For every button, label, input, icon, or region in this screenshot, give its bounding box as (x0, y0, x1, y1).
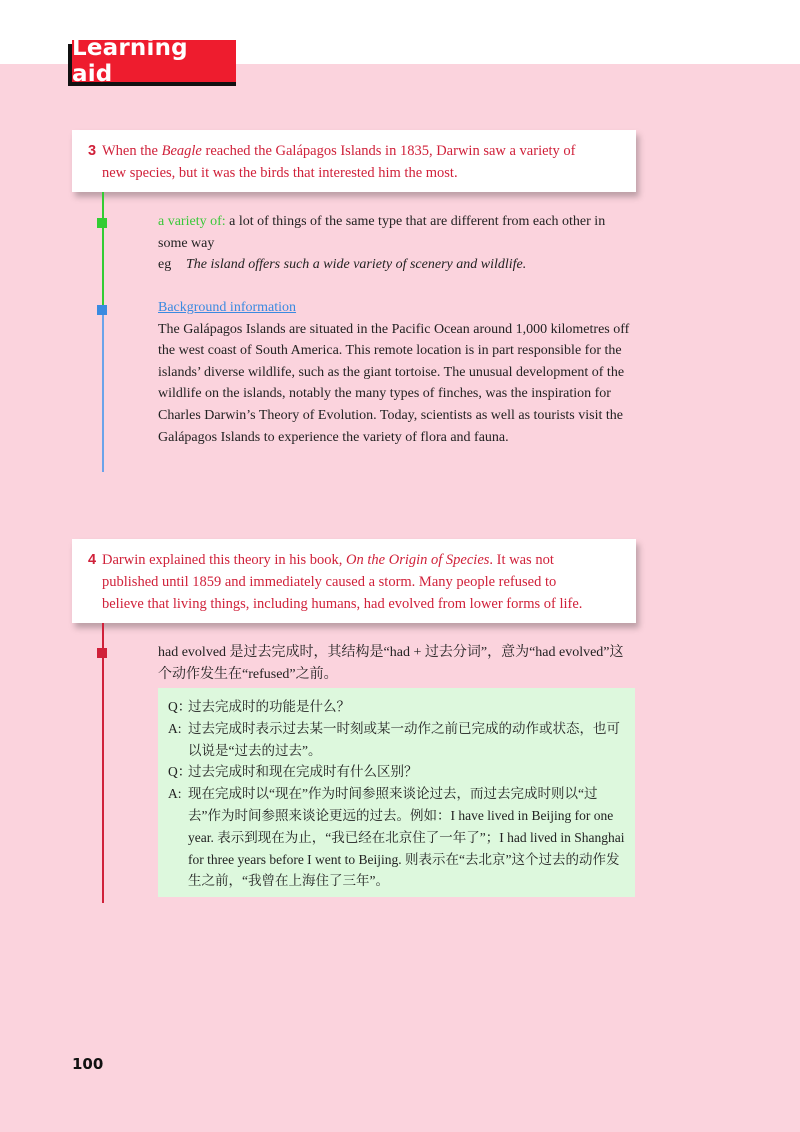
question-number: 4 (88, 552, 97, 568)
red-connector-line (102, 623, 104, 903)
question-box-4 (72, 539, 636, 623)
blue-marker (97, 305, 107, 315)
background-heading: Background information (158, 300, 297, 315)
question-line-1: Darwin explained this theory in his book, On the Origin of Species. It was not (102, 552, 554, 568)
qa-item: Q： 过去完成时的功能是什么？ (168, 699, 350, 714)
qa-item: Q： 过去完成时和现在完成时有什么区别？ (168, 764, 418, 780)
vocabulary-note (158, 211, 638, 276)
question-line-2: new species, but it was the birds that interested him the most. (102, 165, 458, 181)
qa-item: A: 过去完成时表示过去某一时刻或某一动作之前已完成的动作或状态，也可以说是“过去的过去”。 (168, 720, 620, 758)
blue-connector-line (102, 312, 104, 472)
background-text: The Galápagos Islands are situated in the Pacific Ocean around 1,000 kilometres off the west coast of South America. This remote location is in part responsible for the islands’ diverse wildlife, such as the giant tortoise. The unusual development of the wildlife on the islands, notably the many types of finches, was the inspiration for Charles Darwin’s Theory of Evolution. Today, scientists as well as tourists visit the Galápagos Islands to experience the variety of flora and fauna. (158, 321, 630, 445)
background-info (158, 297, 638, 448)
grammar-note: had evolved 是过去完成时，其结构是“had + 过去分词”，意为“had evolved”这个动作发生在“refused”之前。 (158, 645, 624, 682)
vocab-definition: a lot of things of the same type that are different from each other in some way (158, 214, 606, 251)
qa-item: A: 现在完成时以“现在”作为时间参照来谈论过去，而过去完成时则以“过去”作为时间参照来谈论更远的过去。例如：I have lived in Beijing for one year. 表示到现在为止，“我已经在北京住了一年了”；I had lived in Shanghai for three years before I went to Beijing. 则表示在“去北京”这个过去的动作发生之前，“我曾在上海住了三年”。 (168, 786, 625, 889)
question-line-1: When the Beagle reached the Galápagos Islands in 1835, Darwin saw a variety of (102, 143, 576, 159)
red-marker (97, 648, 107, 658)
question-line-3: believe that living things, including humans, had evolved from lower forms of life. (102, 596, 583, 612)
qa-box (158, 688, 635, 897)
green-marker (97, 218, 107, 228)
question-line-2: published until 1859 and immediately caused a storm. Many people refused to (102, 574, 557, 590)
header-banner (72, 35, 236, 87)
question-box-3 (72, 130, 636, 192)
header-title: Learning aid (72, 35, 188, 87)
question-number: 3 (88, 143, 97, 159)
vocab-example: eg The island offers such a wide variety of scenery and wildlife. (158, 257, 527, 273)
green-connector-line (102, 192, 104, 312)
vocab-term: a variety of: (158, 214, 226, 229)
page-number: 100 (72, 1055, 104, 1073)
